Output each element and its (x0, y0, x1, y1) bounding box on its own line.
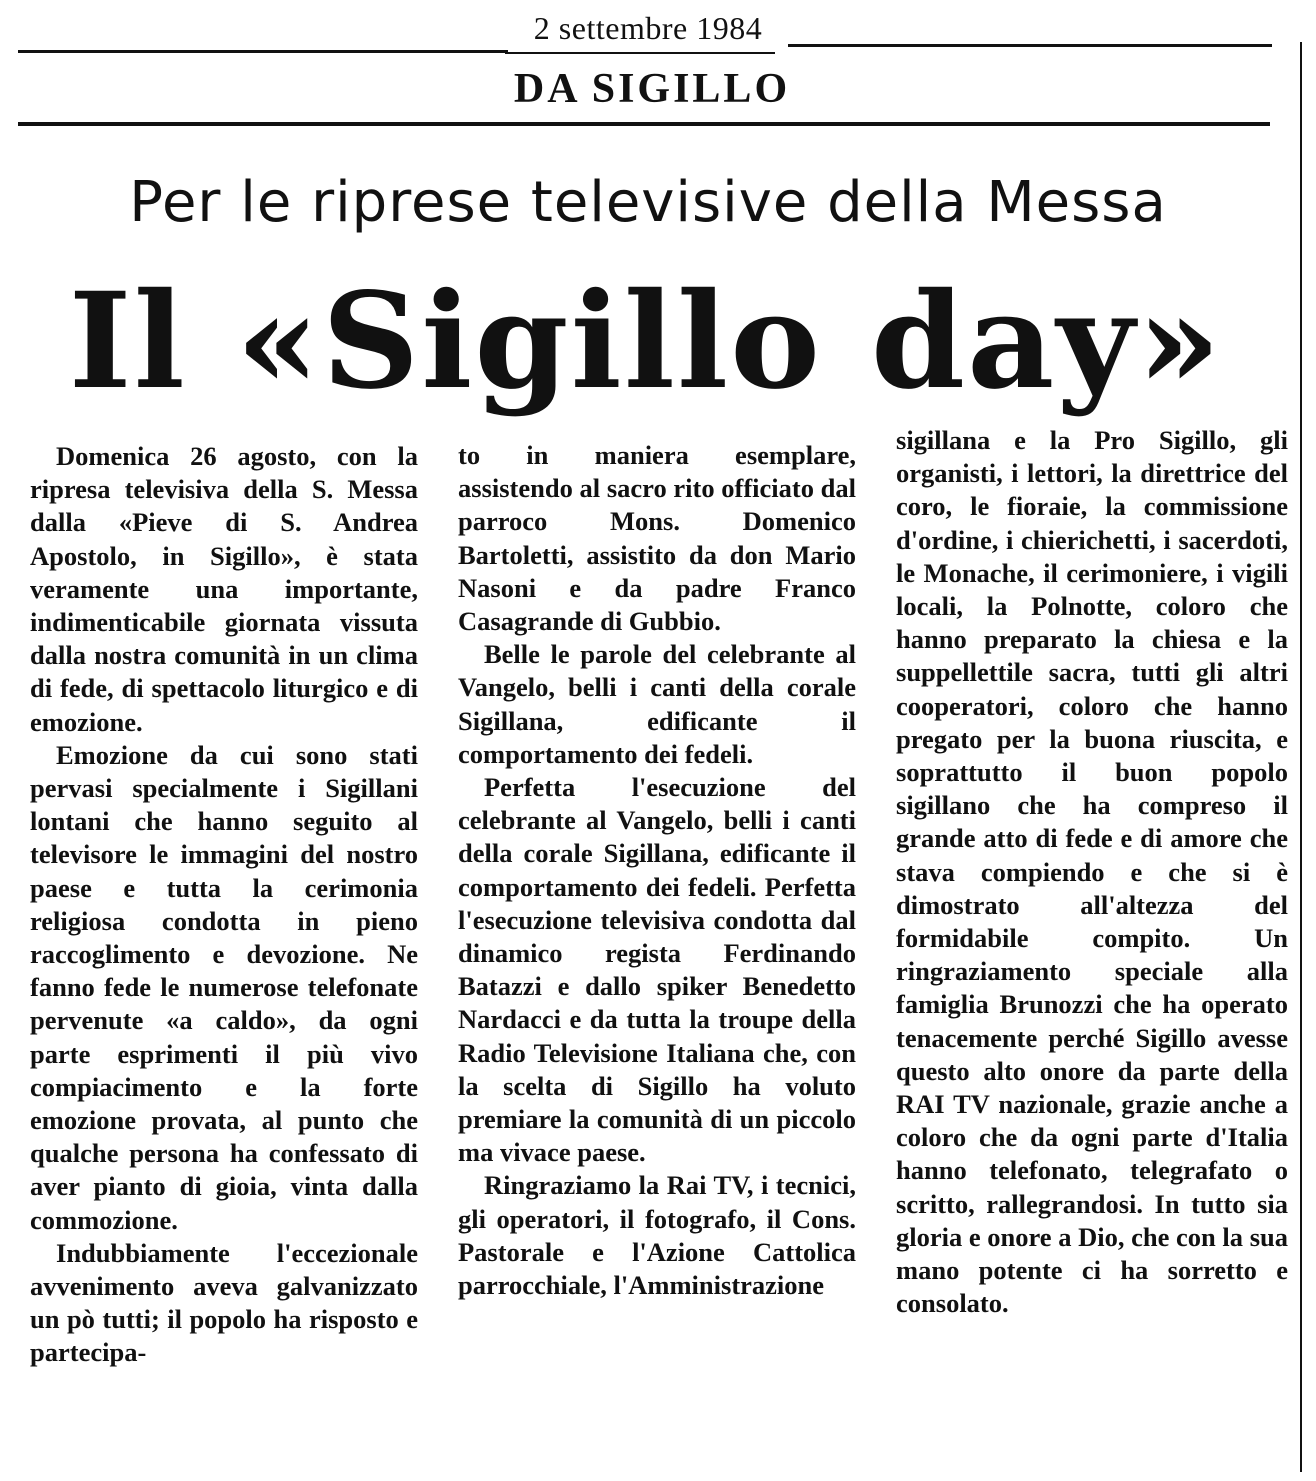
publication-date (0, 8, 1316, 48)
paragraph: sigillana e la Pro Sigillo, gli organisti, i lettori, la direttrice del coro, le fioraie, la commissione d'ordine, i chierichetti, i sacerdoti, le Monache, il cerimoniere, i vigili locali, la Polnotte, coloro che hanno preparato la chiesa e la suppellettile sacra, tutti gli altri cooperatori, coloro che hanno pregato per la buona riuscita, e soprattutto il buon popolo sigillano che ha compreso il grande atto di fede e di amore che stava compiendo e che si è dimostrato all'altezza del formidabile compito. Un ringraziamento speciale alla famiglia Brunozzi che ha operato tenacemente perché Sigillo avesse questo alto onore da parte della RAI TV nazionale, grazie anche a coloro che da ogni parte d'Italia hanno telefonato, telegrafato o scritto, rallegrandosi. In tutto sia gloria e onore a Dio, che con la sua mano potente ci ha sorretto e consolato. (896, 425, 1288, 1319)
article-column-2 (458, 439, 856, 1302)
paragraph: Indubbiamente l'eccezionale avvenimento aveva galvanizzato un pò tutti; il popolo ha risposto e partecipa- (30, 1237, 418, 1368)
article-column-1 (30, 440, 418, 1370)
paragraph: Perfetta l'esecuzione del celebrante al Vangelo, belli i canti della corale Sigillana, edificante il comportamento dei fedeli. Perfetta l'esecuzione televisiva condotta dal dinamico regista Ferdinando Batazzi e dallo spiker Benedetto Nardacci e da tutta la troupe della Radio Televisione Italiana che, con la scelta di Sigillo ha voluto premiare la comunità di un piccolo ma vivace paese. (458, 772, 856, 1168)
section-heading (0, 62, 1316, 116)
paragraph: Ringraziamo la Rai TV, i tecnici, gli operatori, il fotografo, il Cons. Pastorale e l'Azione Cattolica parrocchiale, l'Amministrazione (458, 1170, 856, 1301)
article-kicker (0, 168, 1316, 238)
paragraph: to in maniera esemplare, assistendo al sacro rito officiato dal parroco Mons. Domenico Bartoletti, assistito da don Mario Nasoni e da padre Franco Casagrande di Gubbio. (458, 440, 856, 637)
column-border (1300, 42, 1302, 1472)
article-kicker-text: Per le riprese televisive della Messa (129, 170, 1167, 235)
paragraph: Emozione da cui sono stati pervasi specialmente i Sigillani lontani che hanno seguito al televisore le immagini del nostro paese e tutta la cerimonia religiosa condotta in pieno raccoglimento e devozione. Ne fanno fede le numerose telefonate pervenute «a caldo», da ogni parte esprimenti il più vivo compiacimento e la forte emozione provata, al punto che qualche persona ha confessato di aver pianto di gioia, vinta dalla commozione. (30, 739, 418, 1235)
date-underline (505, 52, 775, 54)
article-column-3 (896, 424, 1288, 1320)
paragraph: Domenica 26 agosto, con la ripresa televisiva della S. Messa dalla «Pieve di S. Andrea Apostolo, in Sigillo», è stata veramente una importante, indimenticabile giornata vissuta dalla nostra comunità in un clima di fede, di spettacolo liturgico e di emozione. (30, 441, 418, 737)
publication-date-text: 2 settembre 1984 (533, 10, 763, 46)
section-rule (18, 122, 1270, 126)
article-headline (0, 262, 1316, 422)
section-heading-text: DA SIGILLO (513, 66, 791, 112)
header-rule-left (18, 50, 508, 53)
article-headline-text: Il «Sigillo day» (68, 264, 1223, 419)
paragraph: Belle le parole del celebrante al Vangelo, belli i canti della corale Sigillana, edificante il comportamento dei fedeli. (458, 639, 856, 769)
